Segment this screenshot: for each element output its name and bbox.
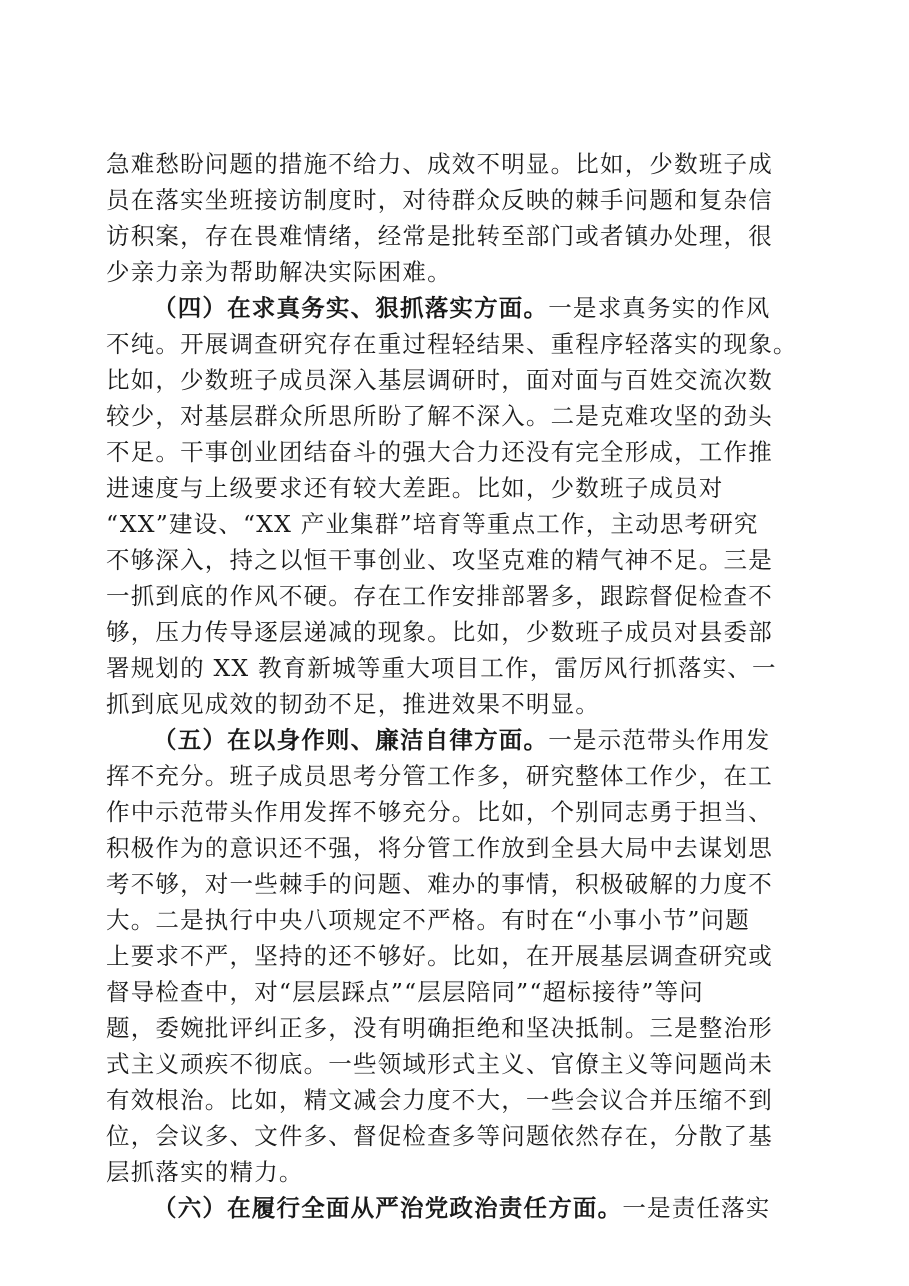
- text-line: [106, 434, 798, 470]
- text-line: [106, 398, 798, 434]
- text-line: [106, 1154, 798, 1190]
- text-line: [106, 542, 798, 578]
- text-line: [106, 1082, 798, 1118]
- text-line: [106, 290, 798, 326]
- text-run: 式主义顽疾不彻底。一些领域形式主义、官僚主义等问题尚未: [106, 1050, 773, 1078]
- text-line: [106, 758, 798, 794]
- text-run: 访积案，存在畏难情绪，经常是批转至部门或者镇办处理，很: [106, 222, 773, 250]
- text-run: 作中示范带头作用发挥不够充分。比如，个别同志勇于担当、: [106, 798, 773, 826]
- text-line: [106, 866, 798, 902]
- text-run: 一是求真务实的作风: [548, 294, 771, 322]
- text-line: [106, 902, 798, 938]
- text-run: 大。二是执行中央八项规定不严格。有时在“小事小节”问题: [106, 906, 750, 934]
- text-run: 署规划的 XX 教育新城等重大项目工作，雷厉风行抓落实、一: [106, 654, 777, 682]
- text-line: [106, 1190, 798, 1226]
- text-line: [106, 974, 798, 1010]
- text-run: 位，会议多、文件多、督促检查多等问题依然存在，分散了基: [106, 1122, 773, 1150]
- text-line: [106, 362, 798, 398]
- text-run: 一是示范带头作用发: [548, 726, 771, 754]
- text-line: [106, 614, 798, 650]
- section-heading: （五）在以身作则、廉洁自律方面。: [153, 726, 549, 754]
- text-line: [106, 1010, 798, 1046]
- text-line: [106, 218, 798, 254]
- text-run: 进速度与上级要求还有较大差距。比如，少数班子成员对: [106, 474, 724, 502]
- text-line: [106, 254, 798, 290]
- text-line: [106, 650, 798, 686]
- text-line: [106, 1046, 798, 1082]
- text-run: 题，委婉批评纠正多，没有明确拒绝和坚决抵制。三是整治形: [106, 1014, 773, 1042]
- text-line: [106, 1118, 798, 1154]
- text-line: [106, 686, 798, 722]
- text-run: 督导检查中，对“层层踩点”“层层陪同”“超标接待”等问: [106, 978, 704, 1006]
- section-heading: （四）在求真务实、狠抓落实方面。: [153, 294, 549, 322]
- text-run: 上要求不严，坚持的还不够好。比如，在开展基层调查研究或: [106, 942, 773, 970]
- text-line: [106, 830, 798, 866]
- text-run: “XX”建设、“XX 产业集群”培育等重点工作，主动思考研究: [106, 510, 759, 538]
- body-text: [106, 146, 798, 1226]
- text-line: [106, 938, 798, 974]
- text-run: 有效根治。比如，精文减会力度不大，一些会议合并压缩不到: [106, 1086, 773, 1114]
- text-line: [106, 326, 798, 362]
- text-line: [106, 182, 798, 218]
- text-run: 一是责任落实: [622, 1194, 771, 1222]
- text-run: 不纯。开展调查研究存在重过程轻结果、重程序轻落实的现象。: [106, 330, 798, 358]
- section-heading: （六）在履行全面从严治党政治责任方面。: [153, 1194, 623, 1222]
- text-run: 较少，对基层群众所思所盼了解不深入。二是克难攻坚的劲头: [106, 402, 773, 430]
- text-run: 比如，少数班子成员深入基层调研时，面对面与百姓交流次数: [106, 366, 773, 394]
- text-run: 层抓落实的精力。: [106, 1158, 304, 1186]
- text-run: 一抓到底的作风不硬。存在工作安排部署多，跟踪督促检查不: [106, 582, 773, 610]
- text-line: [106, 146, 798, 182]
- text-line: [106, 722, 798, 758]
- text-run: 积极作为的意识还不强，将分管工作放到全县大局中去谋划思: [106, 834, 773, 862]
- text-line: [106, 470, 798, 506]
- text-run: 急难愁盼问题的措施不给力、成效不明显。比如，少数班子成: [106, 150, 773, 178]
- text-run: 挥不充分。班子成员思考分管工作多，研究整体工作少，在工: [106, 762, 773, 790]
- text-line: [106, 794, 798, 830]
- text-run: 不足。干事创业团结奋斗的强大合力还没有完全形成，工作推: [106, 438, 773, 466]
- text-line: [106, 578, 798, 614]
- text-run: 够，压力传导逐层递减的现象。比如，少数班子成员对县委部: [106, 618, 773, 646]
- text-run: 抓到底见成效的韧劲不足，推进效果不明显。: [106, 690, 600, 718]
- text-run: 员在落实坐班接访制度时，对待群众反映的棘手问题和复杂信: [106, 186, 773, 214]
- text-run: 少亲力亲为帮助解决实际困难。: [106, 258, 452, 286]
- text-line: [106, 506, 798, 542]
- text-run: 不够深入，持之以恒干事创业、攻坚克难的精气神不足。三是: [106, 546, 773, 574]
- text-run: 考不够，对一些棘手的问题、难办的事情，积极破解的力度不: [106, 870, 773, 898]
